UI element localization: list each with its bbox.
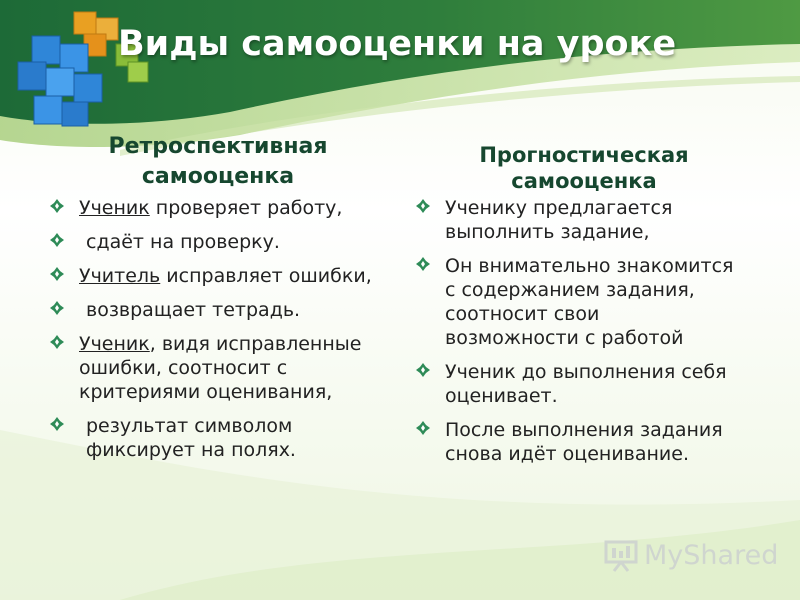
diamond-bullet-icon (416, 199, 430, 213)
list-item (50, 332, 388, 404)
diamond-bullet-icon (50, 417, 64, 431)
presentation-board-icon (604, 540, 638, 572)
list-item (50, 414, 388, 462)
list-item-text: Ученику предлагается выполнить задание, (445, 197, 673, 243)
list-item (50, 230, 388, 254)
list-item (50, 298, 388, 322)
list-item-text: После выполнения задания снова идёт оценивание. (445, 419, 723, 465)
watermark-logo (604, 538, 779, 578)
list-item-text: , видя исправленные ошибки, соотносит с критериями оценивания, (79, 333, 362, 403)
list-item-underlined: Учитель (79, 265, 161, 287)
list-item-text: Ученик до выполнения себя оценивает. (445, 361, 727, 407)
list-item-text: возвращает тетрадь. (86, 299, 301, 321)
list-item-text: результат символом фиксирует на полях. (86, 415, 296, 461)
diamond-bullet-icon (416, 421, 430, 435)
slide-title: Виды самооценки на уроке (118, 24, 677, 64)
list-item-text: Он внимательно знакомится с содержанием задания, соотносит свои возможности с работой (445, 255, 734, 349)
left-bullet-list (50, 196, 388, 472)
diamond-bullet-icon (416, 363, 430, 377)
list-item-underlined: Ученик (79, 333, 150, 355)
left-column-heading: Ретроспективная самооценка (108, 134, 328, 189)
watermark-text: MyShared (644, 540, 779, 571)
list-item (416, 254, 734, 350)
list-item (416, 418, 734, 466)
list-item-text: сдаёт на проверку. (86, 231, 280, 253)
list-item (50, 196, 388, 220)
list-item-text: исправляет ошибки, (160, 265, 372, 287)
right-column-heading: Прогностическая самооценка (479, 143, 689, 193)
diamond-bullet-icon (50, 301, 64, 315)
right-bullet-list (416, 196, 734, 476)
diamond-bullet-icon (50, 199, 64, 213)
diamond-bullet-icon (50, 267, 64, 281)
list-item-text: проверяет работу, (149, 197, 343, 219)
list-item-underlined: Ученик (79, 197, 150, 219)
diamond-bullet-icon (50, 335, 64, 349)
list-item (416, 360, 734, 408)
list-item (416, 196, 734, 244)
diamond-bullet-icon (50, 233, 64, 247)
diamond-bullet-icon (416, 257, 430, 271)
list-item (50, 264, 388, 288)
